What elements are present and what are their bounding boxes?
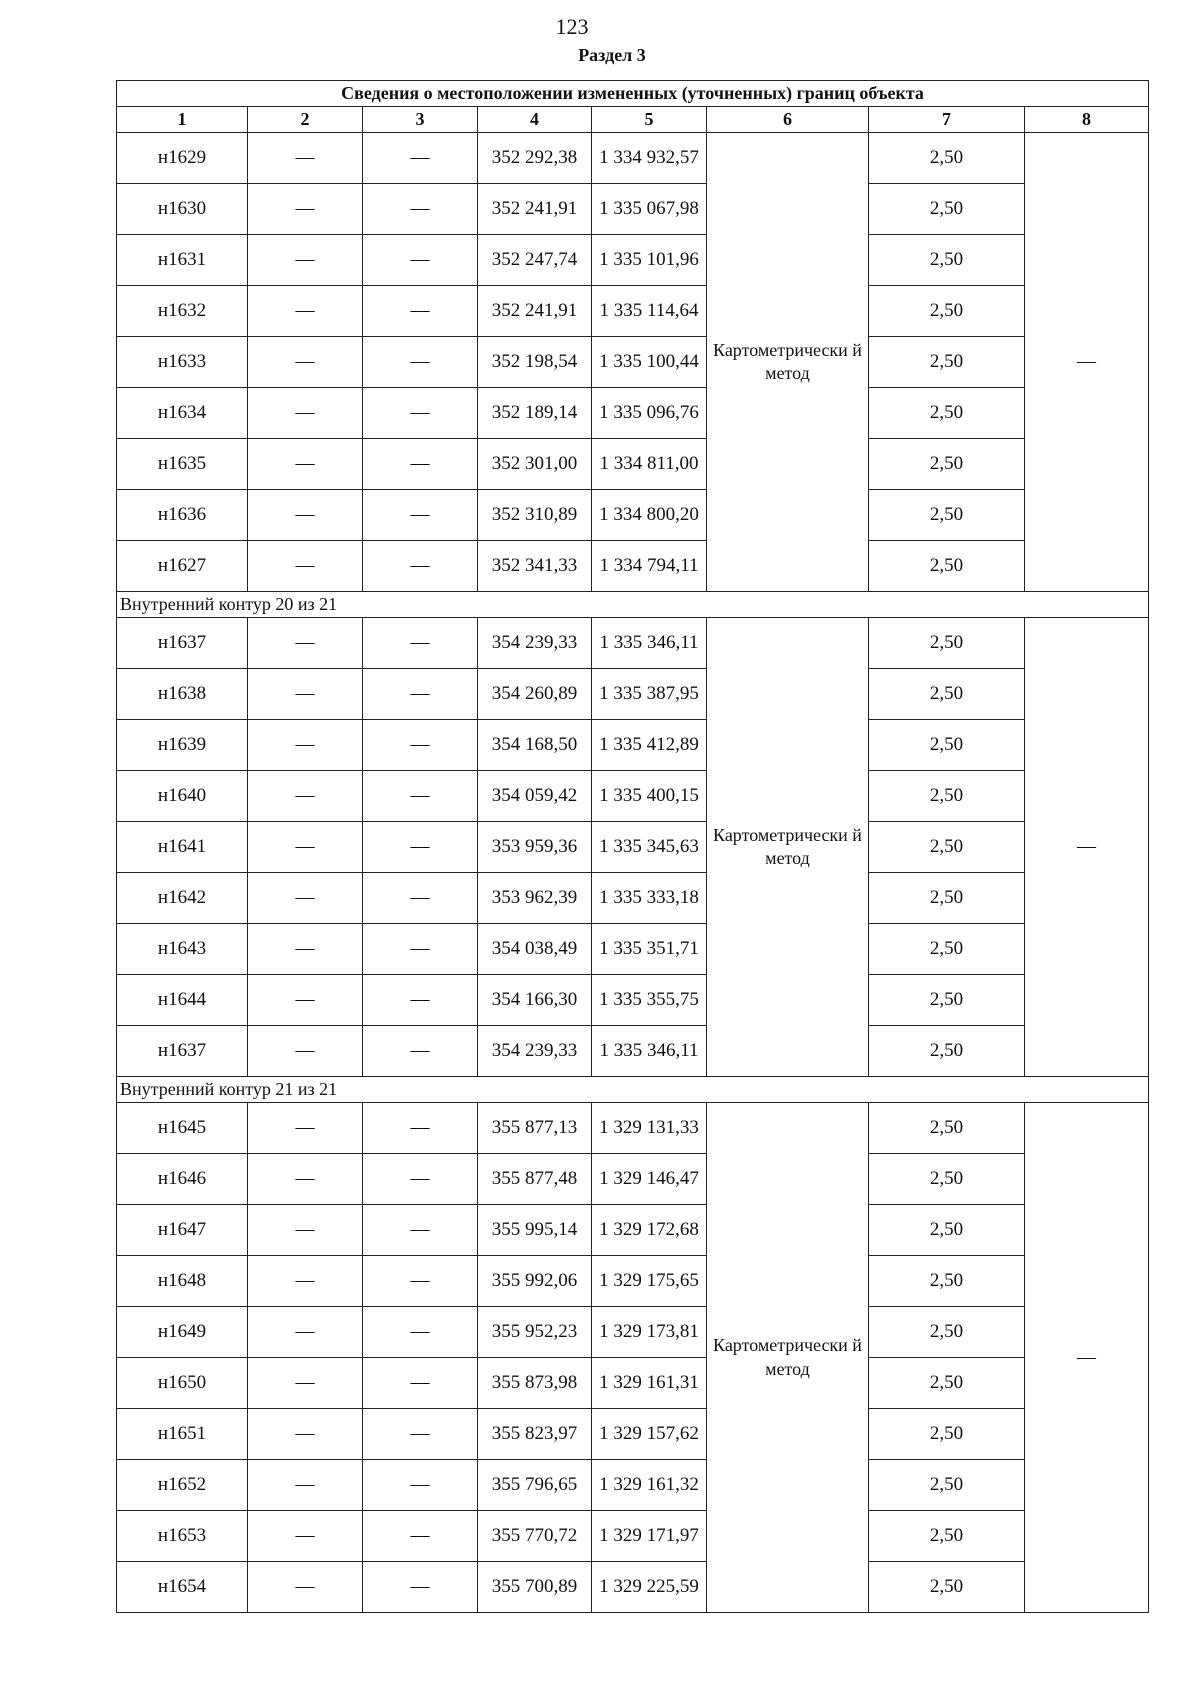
y-coordinate-cell: 1 335 387,95 [592, 669, 707, 720]
accuracy-cell: 2,50 [869, 1562, 1025, 1613]
column-2-cell: — [248, 286, 363, 337]
y-coordinate-cell: 1 334 800,20 [592, 490, 707, 541]
table-row [117, 1358, 1149, 1409]
column-2-cell: — [248, 1256, 363, 1307]
column-3-cell: — [363, 490, 478, 541]
accuracy-cell: 2,50 [869, 1256, 1025, 1307]
y-coordinate-cell: 1 329 172,68 [592, 1205, 707, 1256]
x-coordinate-cell: 354 168,50 [478, 720, 592, 771]
accuracy-cell: 2,50 [869, 1103, 1025, 1154]
column-2-cell: — [248, 975, 363, 1026]
contour-header-row [117, 592, 1149, 618]
column-3-cell: — [363, 1409, 478, 1460]
point-name-cell: н1632 [117, 286, 248, 337]
accuracy-cell: 2,50 [869, 1511, 1025, 1562]
table-row [117, 388, 1149, 439]
accuracy-cell: 2,50 [869, 184, 1025, 235]
column-2-cell: — [248, 439, 363, 490]
column-3-cell: — [363, 1562, 478, 1613]
point-name-cell: н1647 [117, 1205, 248, 1256]
column-3-cell: — [363, 771, 478, 822]
point-name-cell: н1644 [117, 975, 248, 1026]
accuracy-cell: 2,50 [869, 822, 1025, 873]
column-2-cell: — [248, 1307, 363, 1358]
column-2-cell: — [248, 924, 363, 975]
point-name-cell: н1637 [117, 618, 248, 669]
column-8-cell: — [1025, 1103, 1149, 1613]
column-2-cell: — [248, 490, 363, 541]
point-name-cell: н1642 [117, 873, 248, 924]
table-row [117, 1026, 1149, 1077]
x-coordinate-cell: 355 873,98 [478, 1358, 592, 1409]
y-coordinate-cell: 1 335 333,18 [592, 873, 707, 924]
column-2-cell: — [248, 669, 363, 720]
column-3-cell: — [363, 873, 478, 924]
column-3-cell: — [363, 822, 478, 873]
point-name-cell: н1651 [117, 1409, 248, 1460]
column-3-cell: — [363, 286, 478, 337]
column-number-5: 5 [592, 107, 707, 133]
table-row [117, 1409, 1149, 1460]
column-2-cell: — [248, 235, 363, 286]
y-coordinate-cell: 1 335 351,71 [592, 924, 707, 975]
column-2-cell: — [248, 541, 363, 592]
table-row [117, 771, 1149, 822]
y-coordinate-cell: 1 334 794,11 [592, 541, 707, 592]
column-number-3: 3 [363, 107, 478, 133]
page-number: 123 [555, 14, 589, 39]
column-3-cell: — [363, 541, 478, 592]
point-name-cell: н1635 [117, 439, 248, 490]
table-caption: Сведения о местоположении измененных (уточненных) границ объекта [117, 81, 1149, 107]
accuracy-cell: 2,50 [869, 439, 1025, 490]
point-name-cell: н1630 [117, 184, 248, 235]
x-coordinate-cell: 352 292,38 [478, 133, 592, 184]
y-coordinate-cell: 1 335 114,64 [592, 286, 707, 337]
point-name-cell: н1638 [117, 669, 248, 720]
column-number-2: 2 [248, 107, 363, 133]
y-coordinate-cell: 1 329 161,31 [592, 1358, 707, 1409]
column-3-cell: — [363, 1026, 478, 1077]
column-number-7: 7 [869, 107, 1025, 133]
column-2-cell: — [248, 822, 363, 873]
column-3-cell: — [363, 618, 478, 669]
y-coordinate-cell: 1 335 345,63 [592, 822, 707, 873]
x-coordinate-cell: 352 301,00 [478, 439, 592, 490]
y-coordinate-cell: 1 335 096,76 [592, 388, 707, 439]
x-coordinate-cell: 354 166,30 [478, 975, 592, 1026]
column-2-cell: — [248, 1511, 363, 1562]
table-row [117, 184, 1149, 235]
column-number-4: 4 [478, 107, 592, 133]
column-3-cell: — [363, 1460, 478, 1511]
column-2-cell: — [248, 133, 363, 184]
y-coordinate-cell: 1 335 100,44 [592, 337, 707, 388]
accuracy-cell: 2,50 [869, 1409, 1025, 1460]
y-coordinate-cell: 1 329 173,81 [592, 1307, 707, 1358]
accuracy-cell: 2,50 [869, 720, 1025, 771]
column-number-6: 6 [707, 107, 869, 133]
column-2-cell: — [248, 1154, 363, 1205]
column-2-cell: — [248, 873, 363, 924]
method-cell: Картометрически й метод [707, 1103, 869, 1613]
point-name-cell: н1643 [117, 924, 248, 975]
table-row [117, 1154, 1149, 1205]
column-2-cell: — [248, 1358, 363, 1409]
point-name-cell: н1641 [117, 822, 248, 873]
y-coordinate-cell: 1 329 131,33 [592, 1103, 707, 1154]
x-coordinate-cell: 355 995,14 [478, 1205, 592, 1256]
point-name-cell: н1652 [117, 1460, 248, 1511]
x-coordinate-cell: 355 823,97 [478, 1409, 592, 1460]
point-name-cell: н1640 [117, 771, 248, 822]
accuracy-cell: 2,50 [869, 1358, 1025, 1409]
x-coordinate-cell: 354 239,33 [478, 618, 592, 669]
column-2-cell: — [248, 1562, 363, 1613]
accuracy-cell: 2,50 [869, 1460, 1025, 1511]
table-row [117, 873, 1149, 924]
x-coordinate-cell: 352 247,74 [478, 235, 592, 286]
x-coordinate-cell: 353 959,36 [478, 822, 592, 873]
x-coordinate-cell: 354 260,89 [478, 669, 592, 720]
y-coordinate-cell: 1 335 101,96 [592, 235, 707, 286]
point-name-cell: н1653 [117, 1511, 248, 1562]
column-2-cell: — [248, 337, 363, 388]
point-name-cell: н1631 [117, 235, 248, 286]
column-2-cell: — [248, 1205, 363, 1256]
table-row [117, 1307, 1149, 1358]
y-coordinate-cell: 1 335 067,98 [592, 184, 707, 235]
y-coordinate-cell: 1 334 811,00 [592, 439, 707, 490]
point-name-cell: н1639 [117, 720, 248, 771]
x-coordinate-cell: 355 770,72 [478, 1511, 592, 1562]
column-3-cell: — [363, 975, 478, 1026]
accuracy-cell: 2,50 [869, 975, 1025, 1026]
table-row [117, 133, 1149, 184]
column-3-cell: — [363, 439, 478, 490]
point-name-cell: н1637 [117, 1026, 248, 1077]
y-coordinate-cell: 1 329 161,32 [592, 1460, 707, 1511]
accuracy-cell: 2,50 [869, 388, 1025, 439]
y-coordinate-cell: 1 329 146,47 [592, 1154, 707, 1205]
accuracy-cell: 2,50 [869, 1205, 1025, 1256]
accuracy-cell: 2,50 [869, 1307, 1025, 1358]
point-name-cell: н1633 [117, 337, 248, 388]
table-row [117, 975, 1149, 1026]
column-3-cell: — [363, 1154, 478, 1205]
column-number-8: 8 [1025, 107, 1149, 133]
accuracy-cell: 2,50 [869, 618, 1025, 669]
table-row [117, 1205, 1149, 1256]
point-name-cell: н1650 [117, 1358, 248, 1409]
column-3-cell: — [363, 1358, 478, 1409]
table-row [117, 439, 1149, 490]
column-2-cell: — [248, 1460, 363, 1511]
column-3-cell: — [363, 337, 478, 388]
y-coordinate-cell: 1 335 400,15 [592, 771, 707, 822]
point-name-cell: н1629 [117, 133, 248, 184]
table-row [117, 822, 1149, 873]
x-coordinate-cell: 355 796,65 [478, 1460, 592, 1511]
accuracy-cell: 2,50 [869, 337, 1025, 388]
point-name-cell: н1627 [117, 541, 248, 592]
table-row [117, 286, 1149, 337]
column-3-cell: — [363, 1307, 478, 1358]
accuracy-cell: 2,50 [869, 1154, 1025, 1205]
table-row [117, 618, 1149, 669]
table-row [117, 1460, 1149, 1511]
accuracy-cell: 2,50 [869, 235, 1025, 286]
x-coordinate-cell: 352 310,89 [478, 490, 592, 541]
accuracy-cell: 2,50 [869, 286, 1025, 337]
point-name-cell: н1649 [117, 1307, 248, 1358]
x-coordinate-cell: 353 962,39 [478, 873, 592, 924]
point-name-cell: н1636 [117, 490, 248, 541]
x-coordinate-cell: 352 341,33 [478, 541, 592, 592]
column-2-cell: — [248, 184, 363, 235]
point-name-cell: н1654 [117, 1562, 248, 1613]
x-coordinate-cell: 355 877,48 [478, 1154, 592, 1205]
column-3-cell: — [363, 184, 478, 235]
column-3-cell: — [363, 669, 478, 720]
x-coordinate-cell: 354 239,33 [478, 1026, 592, 1077]
accuracy-cell: 2,50 [869, 541, 1025, 592]
column-2-cell: — [248, 388, 363, 439]
column-2-cell: — [248, 720, 363, 771]
y-coordinate-cell: 1 329 225,59 [592, 1562, 707, 1613]
column-2-cell: — [248, 618, 363, 669]
x-coordinate-cell: 355 992,06 [478, 1256, 592, 1307]
column-3-cell: — [363, 1511, 478, 1562]
column-3-cell: — [363, 1205, 478, 1256]
contour-label: Внутренний контур 21 из 21 [117, 1077, 1149, 1103]
x-coordinate-cell: 355 700,89 [478, 1562, 592, 1613]
y-coordinate-cell: 1 329 171,97 [592, 1511, 707, 1562]
column-8-cell: — [1025, 133, 1149, 592]
column-2-cell: — [248, 1103, 363, 1154]
y-coordinate-cell: 1 335 346,11 [592, 1026, 707, 1077]
column-3-cell: — [363, 235, 478, 286]
table-row [117, 1103, 1149, 1154]
column-2-cell: — [248, 771, 363, 822]
column-3-cell: — [363, 133, 478, 184]
boundary-coordinates-table [116, 80, 1149, 1613]
x-coordinate-cell: 352 198,54 [478, 337, 592, 388]
x-coordinate-cell: 352 241,91 [478, 184, 592, 235]
table-row [117, 669, 1149, 720]
column-3-cell: — [363, 1256, 478, 1307]
column-2-cell: — [248, 1409, 363, 1460]
y-coordinate-cell: 1 334 932,57 [592, 133, 707, 184]
table-row [117, 541, 1149, 592]
x-coordinate-cell: 354 059,42 [478, 771, 592, 822]
contour-header-row [117, 1077, 1149, 1103]
method-cell: Картометрически й метод [707, 133, 869, 592]
y-coordinate-cell: 1 335 412,89 [592, 720, 707, 771]
accuracy-cell: 2,50 [869, 873, 1025, 924]
y-coordinate-cell: 1 329 175,65 [592, 1256, 707, 1307]
column-number-1: 1 [117, 107, 248, 133]
point-name-cell: н1645 [117, 1103, 248, 1154]
accuracy-cell: 2,50 [869, 771, 1025, 822]
table-row [117, 1256, 1149, 1307]
column-3-cell: — [363, 720, 478, 771]
section-title: Раздел 3 [578, 45, 646, 65]
x-coordinate-cell: 354 038,49 [478, 924, 592, 975]
table-row [117, 1562, 1149, 1613]
x-coordinate-cell: 355 952,23 [478, 1307, 592, 1358]
table-row [117, 490, 1149, 541]
y-coordinate-cell: 1 329 157,62 [592, 1409, 707, 1460]
accuracy-cell: 2,50 [869, 1026, 1025, 1077]
table-row [117, 337, 1149, 388]
table-row [117, 1511, 1149, 1562]
method-cell: Картометрически й метод [707, 618, 869, 1077]
point-name-cell: н1634 [117, 388, 248, 439]
accuracy-cell: 2,50 [869, 133, 1025, 184]
contour-label: Внутренний контур 20 из 21 [117, 592, 1149, 618]
y-coordinate-cell: 1 335 346,11 [592, 618, 707, 669]
x-coordinate-cell: 352 241,91 [478, 286, 592, 337]
y-coordinate-cell: 1 335 355,75 [592, 975, 707, 1026]
accuracy-cell: 2,50 [869, 490, 1025, 541]
column-3-cell: — [363, 924, 478, 975]
column-3-cell: — [363, 1103, 478, 1154]
x-coordinate-cell: 355 877,13 [478, 1103, 592, 1154]
column-3-cell: — [363, 388, 478, 439]
point-name-cell: н1648 [117, 1256, 248, 1307]
table-row [117, 720, 1149, 771]
x-coordinate-cell: 352 189,14 [478, 388, 592, 439]
point-name-cell: н1646 [117, 1154, 248, 1205]
column-8-cell: — [1025, 618, 1149, 1077]
column-2-cell: — [248, 1026, 363, 1077]
accuracy-cell: 2,50 [869, 669, 1025, 720]
table-row [117, 235, 1149, 286]
accuracy-cell: 2,50 [869, 924, 1025, 975]
table-row [117, 924, 1149, 975]
